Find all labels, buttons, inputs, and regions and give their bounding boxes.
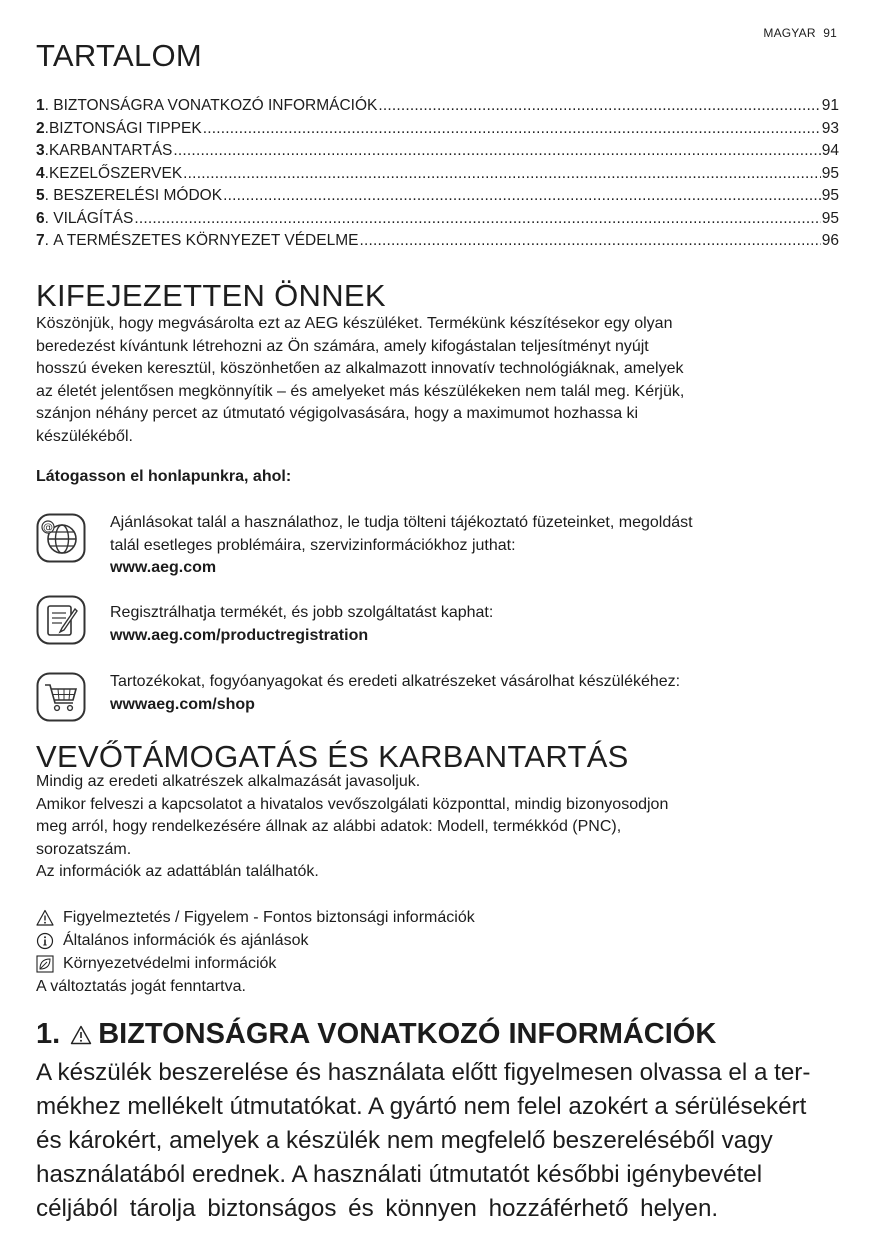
warning-triangle-icon xyxy=(36,909,54,927)
toc-entry-number: 5 xyxy=(36,187,45,204)
legend-text: Általános információk és ajánlások xyxy=(63,932,309,949)
toc-entry-separator: . xyxy=(44,119,49,137)
section-1-heading xyxy=(36,1018,716,1051)
toc-entry[interactable] xyxy=(36,187,839,210)
for-you-line: hosszú éveken keresztül, köszönhetően az alkalmazott innovatív technológiáknak, amelyek xyxy=(36,360,684,378)
environment-leaf-icon xyxy=(36,955,54,973)
toc-leader-dots xyxy=(203,120,821,138)
contact-text: Regisztrálhatja termékét, és jobb szolgáltatást kaphat: xyxy=(110,604,494,621)
info-circle-icon xyxy=(36,932,54,950)
contact-text: Ajánlásokat talál a használathoz, le tudja tölteni tájékoztató füzeteinket, megoldást xyxy=(110,514,693,531)
toc-entry-page: 95 xyxy=(821,187,839,204)
toc-entry-separator: . xyxy=(44,164,49,182)
website-link[interactable]: www.aeg.com xyxy=(110,559,217,577)
legend-item xyxy=(36,952,475,975)
support-line: sorozatszám. xyxy=(36,840,132,858)
toc-entry[interactable] xyxy=(36,165,839,188)
toc-leader-dots xyxy=(183,165,821,183)
toc-entry-number: 2 xyxy=(36,119,45,137)
toc-entry-label: A TERMÉSZETES KÖRNYEZET VÉDELME xyxy=(53,232,359,249)
table-of-contents xyxy=(36,97,839,255)
for-you-line: Köszönjük, hogy megvásárolta ezt az AEG készüléket. Termékünk készítésekor egy olyan xyxy=(36,315,673,332)
section-title: BIZTONSÁGRA VONATKOZÓ INFORMÁCIÓK xyxy=(98,1018,717,1050)
support-line: Mindig az eredeti alkatrészek alkalmazását javasoljuk. xyxy=(36,773,421,790)
support-line: Az információk az adattáblán találhatók. xyxy=(36,863,319,881)
toc-entry-separator: . xyxy=(44,187,54,204)
toc-entry-separator: . xyxy=(44,142,49,159)
toc-entry[interactable] xyxy=(36,210,839,233)
toc-entry-page: 91 xyxy=(821,97,839,114)
toc-entry-number: 7 xyxy=(36,232,45,249)
toc-leader-dots xyxy=(359,232,820,250)
toc-leader-dots xyxy=(378,97,820,115)
toc-entry-label: BIZTONSÁGRA VONATKOZÓ INFORMÁCIÓK xyxy=(53,97,378,114)
notepad-pen-icon xyxy=(36,595,86,645)
for-you-text xyxy=(36,313,826,449)
toc-entry-number: 6 xyxy=(36,209,45,227)
toc-entry-page: 95 xyxy=(821,164,839,182)
support-text xyxy=(36,771,826,884)
safety-intro-line: használatából erednek. A használati útmutatót későbbi igénybevétel xyxy=(36,1161,763,1188)
toc-leader-dots xyxy=(223,187,821,205)
shopping-cart-icon xyxy=(36,672,86,722)
toc-entry-label: VILÁGÍTÁS xyxy=(53,209,134,227)
toc-entry-label: BESZERELÉSI MÓDOK xyxy=(53,187,223,204)
registration-link[interactable]: www.aeg.com/productregistration xyxy=(110,626,369,644)
toc-entry-label: KARBANTARTÁS xyxy=(48,142,173,159)
safety-intro-line: mékhez mellékelt útmutatókat. A gyártó nem felel azokért a sérülésekért xyxy=(36,1093,807,1120)
support-title: VEVŐTÁMOGATÁS ÉS KARBANTARTÁS xyxy=(36,739,629,774)
toc-entry[interactable] xyxy=(36,97,839,120)
legend-item xyxy=(36,929,475,952)
toc-entry-separator: . xyxy=(44,97,54,114)
toc-leader-dots xyxy=(173,142,820,160)
toc-entry-number: 3 xyxy=(36,142,45,159)
warning-triangle-icon xyxy=(70,1025,92,1045)
toc-entry-number: 1 xyxy=(36,97,45,114)
toc-entry[interactable] xyxy=(36,120,839,143)
toc-leader-dots xyxy=(134,210,820,228)
contact-text: talál esetleges problémáira, szervizinformációkhoz juthat: xyxy=(110,536,516,554)
toc-entry-separator: . xyxy=(44,232,54,249)
legend-text: Figyelmeztetés / Figyelem - Fontos biztonsági információk xyxy=(63,909,475,926)
change-notice: A változtatás jogát fenntartva. xyxy=(36,978,246,995)
toc-entry[interactable] xyxy=(36,142,839,165)
page-header xyxy=(759,26,837,40)
globe-at-icon xyxy=(36,513,86,563)
legend-text: Környezetvédelmi információk xyxy=(63,955,277,972)
support-line: Amikor felveszi a kapcsolatot a hivatalos vevőszolgálati központtal, mindig bizonyosodjon xyxy=(36,795,669,813)
support-line: meg arról, hogy rendelkezésére állnak az alábbi adatok: Modell, termékkód (PNC), xyxy=(36,818,622,836)
for-you-line: beredezést kívántunk létrehozni az Ön számára, amely kifogástalan teljesítményt nyújt xyxy=(36,337,649,355)
for-you-line: az életét jelentősen megkönnyítik – és amelyeket más készülékeken nem talál meg. Kérjük, xyxy=(36,382,685,400)
for-you-title: KIFEJEZETTEN ÖNNEK xyxy=(36,278,386,313)
shop-link[interactable]: wwwaeg.com/shop xyxy=(110,695,255,713)
for-you-line: szánjon néhány percet az útmutató végigolvasására, hogy a maximumot hozhassa ki xyxy=(36,405,639,423)
safety-intro xyxy=(36,1056,839,1226)
toc-entry-label: KEZELŐSZERVEK xyxy=(48,164,183,182)
visit-website-label: Látogasson el honlapunkra, ahol: xyxy=(36,468,292,485)
safety-intro-line: céljából tárolja biztonságos és könnyen hozzáférhető helyen. xyxy=(36,1195,719,1222)
legend-item xyxy=(36,906,475,929)
safety-intro-line: és károkért, amelyek a készülék nem megfelelő beszereléséből vagy xyxy=(36,1127,773,1154)
svg-text:@: @ xyxy=(43,522,53,534)
toc-entry-page: 93 xyxy=(821,119,839,137)
symbol-legend xyxy=(36,906,475,998)
toc-entry-page: 95 xyxy=(821,209,839,227)
safety-intro-line: A készülék beszerelése és használata előtt figyelmesen olvassa el a ter- xyxy=(36,1059,811,1086)
toc-entry-label: BIZTONSÁGI TIPPEK xyxy=(48,119,202,137)
for-you-line: készülékéből. xyxy=(36,427,133,445)
toc-entry[interactable] xyxy=(36,232,839,255)
page-number: 91 xyxy=(823,26,837,40)
section-number: 1. xyxy=(36,1018,61,1050)
contact-text: Tartozékokat, fogyóanyagokat és eredeti alkatrészeket vásárolhat készülékéhez: xyxy=(110,673,681,690)
toc-entry-page: 94 xyxy=(821,142,839,159)
language-label: MAGYAR xyxy=(763,26,816,40)
toc-entry-number: 4 xyxy=(36,164,45,182)
toc-entry-separator: . xyxy=(44,209,54,227)
toc-title: TARTALOM xyxy=(36,38,203,73)
toc-entry-page: 96 xyxy=(821,232,839,249)
